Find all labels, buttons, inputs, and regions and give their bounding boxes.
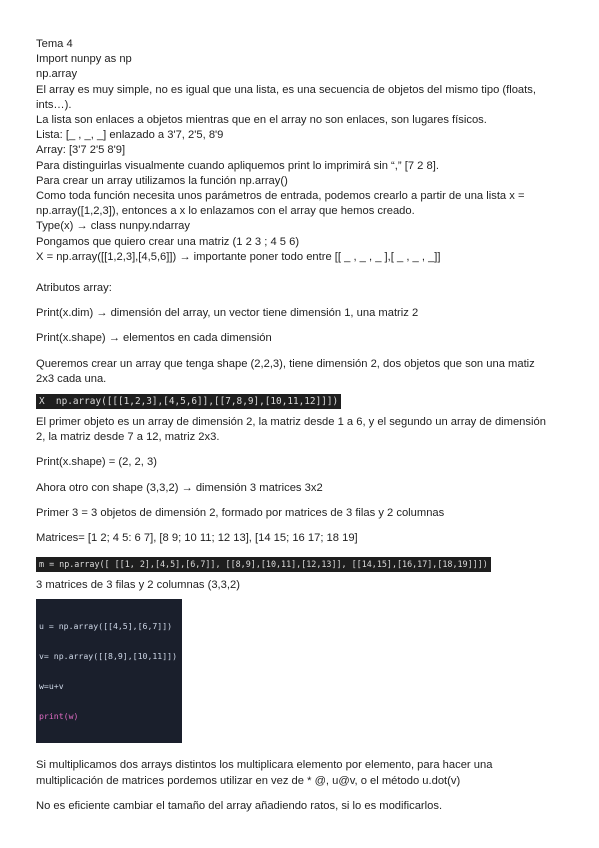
text-line: El array es muy simple, no es igual que una lista, es una secuencia de objetos del mismo tipo (floats, (36, 83, 536, 96)
text-line: Pongamos que quiero crear una matriz (1 2 3 ; 4 5 6) (36, 235, 300, 248)
text-line: La lista son enlaces a objetos mientras que en el array no son enlaces, son lugares físicos. (36, 114, 487, 127)
text-line: Import nunpy as np (36, 53, 132, 66)
text-line: Si multiplicamos dos arrays distintos los multiplicara elemento por elemento, para hacer una (36, 759, 493, 772)
code-line: v= np.array([[8,9],[10,11]]) (39, 651, 178, 662)
text-line: Como toda función necesita unos parámetros de entrada, podemos crearlo a partir de una lista x = (36, 190, 525, 203)
section-heading: Atributos array: (36, 282, 112, 295)
text-line: Lista: [_ , _, _] enlazado a 3'7, 2'5, 8'9 (36, 129, 224, 142)
text-line: Ahora otro con shape (3,3,2) → dimensión 3 matrices 3x2 (36, 481, 323, 494)
text-line: X = np.array([[1,2,3],[4,5,6]]) → importante poner todo entre [[ _ , _ , _ ],[ _ , _ , _]] (36, 250, 441, 263)
code-snippet: m = np.array([ [[1, 2],[4,5],[6,7]], [[8,9],[10,11],[12,13]], [[14,15],[16,17],[18,19]]]) (36, 557, 491, 572)
code-line: print(w) (39, 711, 79, 722)
text-line: Print(x.dim) → dimensión del array, un vector tiene dimensión 1, una matriz 2 (36, 307, 419, 320)
text-line: 3 matrices de 3 filas y 2 columnas (3,3,2) (36, 579, 240, 592)
text-line: np.array (36, 68, 78, 81)
text-line: np.array([1,2,3]), entonces a x lo enlazamos con el array que hemos creado. (36, 205, 415, 218)
text-line: Type(x) → class nunpy.ndarray (36, 220, 190, 233)
text-line: Queremos crear un array que tenga shape (2,2,3), tiene dimensión 2, dos objetos que son una matiz (36, 357, 535, 370)
text-line: Para crear un array utilizamos la función np.array() (36, 174, 288, 187)
code-screenshot (36, 599, 182, 743)
text-line: Primer 3 = 3 objetos de dimensión 2, formado por matrices de 3 filas y 2 columnas (36, 506, 445, 519)
code-line: w=u+v (39, 681, 64, 692)
text-line: 2x3 cada una. (36, 372, 107, 385)
text-line: Matrices= [1 2; 4 5: 6 7], [8 9; 10 11; 12 13], [14 15; 16 17; 18 19] (36, 532, 358, 545)
text-line: Print(x.shape) = (2, 2, 3) (36, 456, 157, 469)
code-snippet: X np.array([[[1,2,3],[4,5,6]],[[7,8,9],[10,11,12]]]) (36, 394, 341, 409)
text-line: 2, la matriz desde 7 a 12, matriz 2x3. (36, 431, 220, 444)
text-line: Array: [3'7 2'5 8'9] (36, 144, 126, 157)
doc-title: Tema 4 (36, 38, 73, 50)
document-page (36, 37, 566, 814)
code-line: u = np.array([[4,5],[6,7]]) (39, 621, 173, 632)
text-line: El primer objeto es un array de dimensión 2, la matriz desde 1 a 6, y el segundo un array de dimensión (36, 416, 546, 429)
text-line: ints…). (36, 98, 72, 111)
text-line: multiplicación de matrices pordemos utilizar en vez de * @, u@v, o el método u.dot(v) (36, 774, 461, 787)
text-line: Print(x.shape) → elementos en cada dimensión (36, 332, 272, 345)
text-line: No es eficiente cambiar el tamaño del array añadiendo ratos, si lo es modificarlos. (36, 799, 443, 812)
text-line: Para distinguirlas visualmente cuando apliquemos print lo imprimirá sin “,” [7 2 8]. (36, 159, 439, 172)
